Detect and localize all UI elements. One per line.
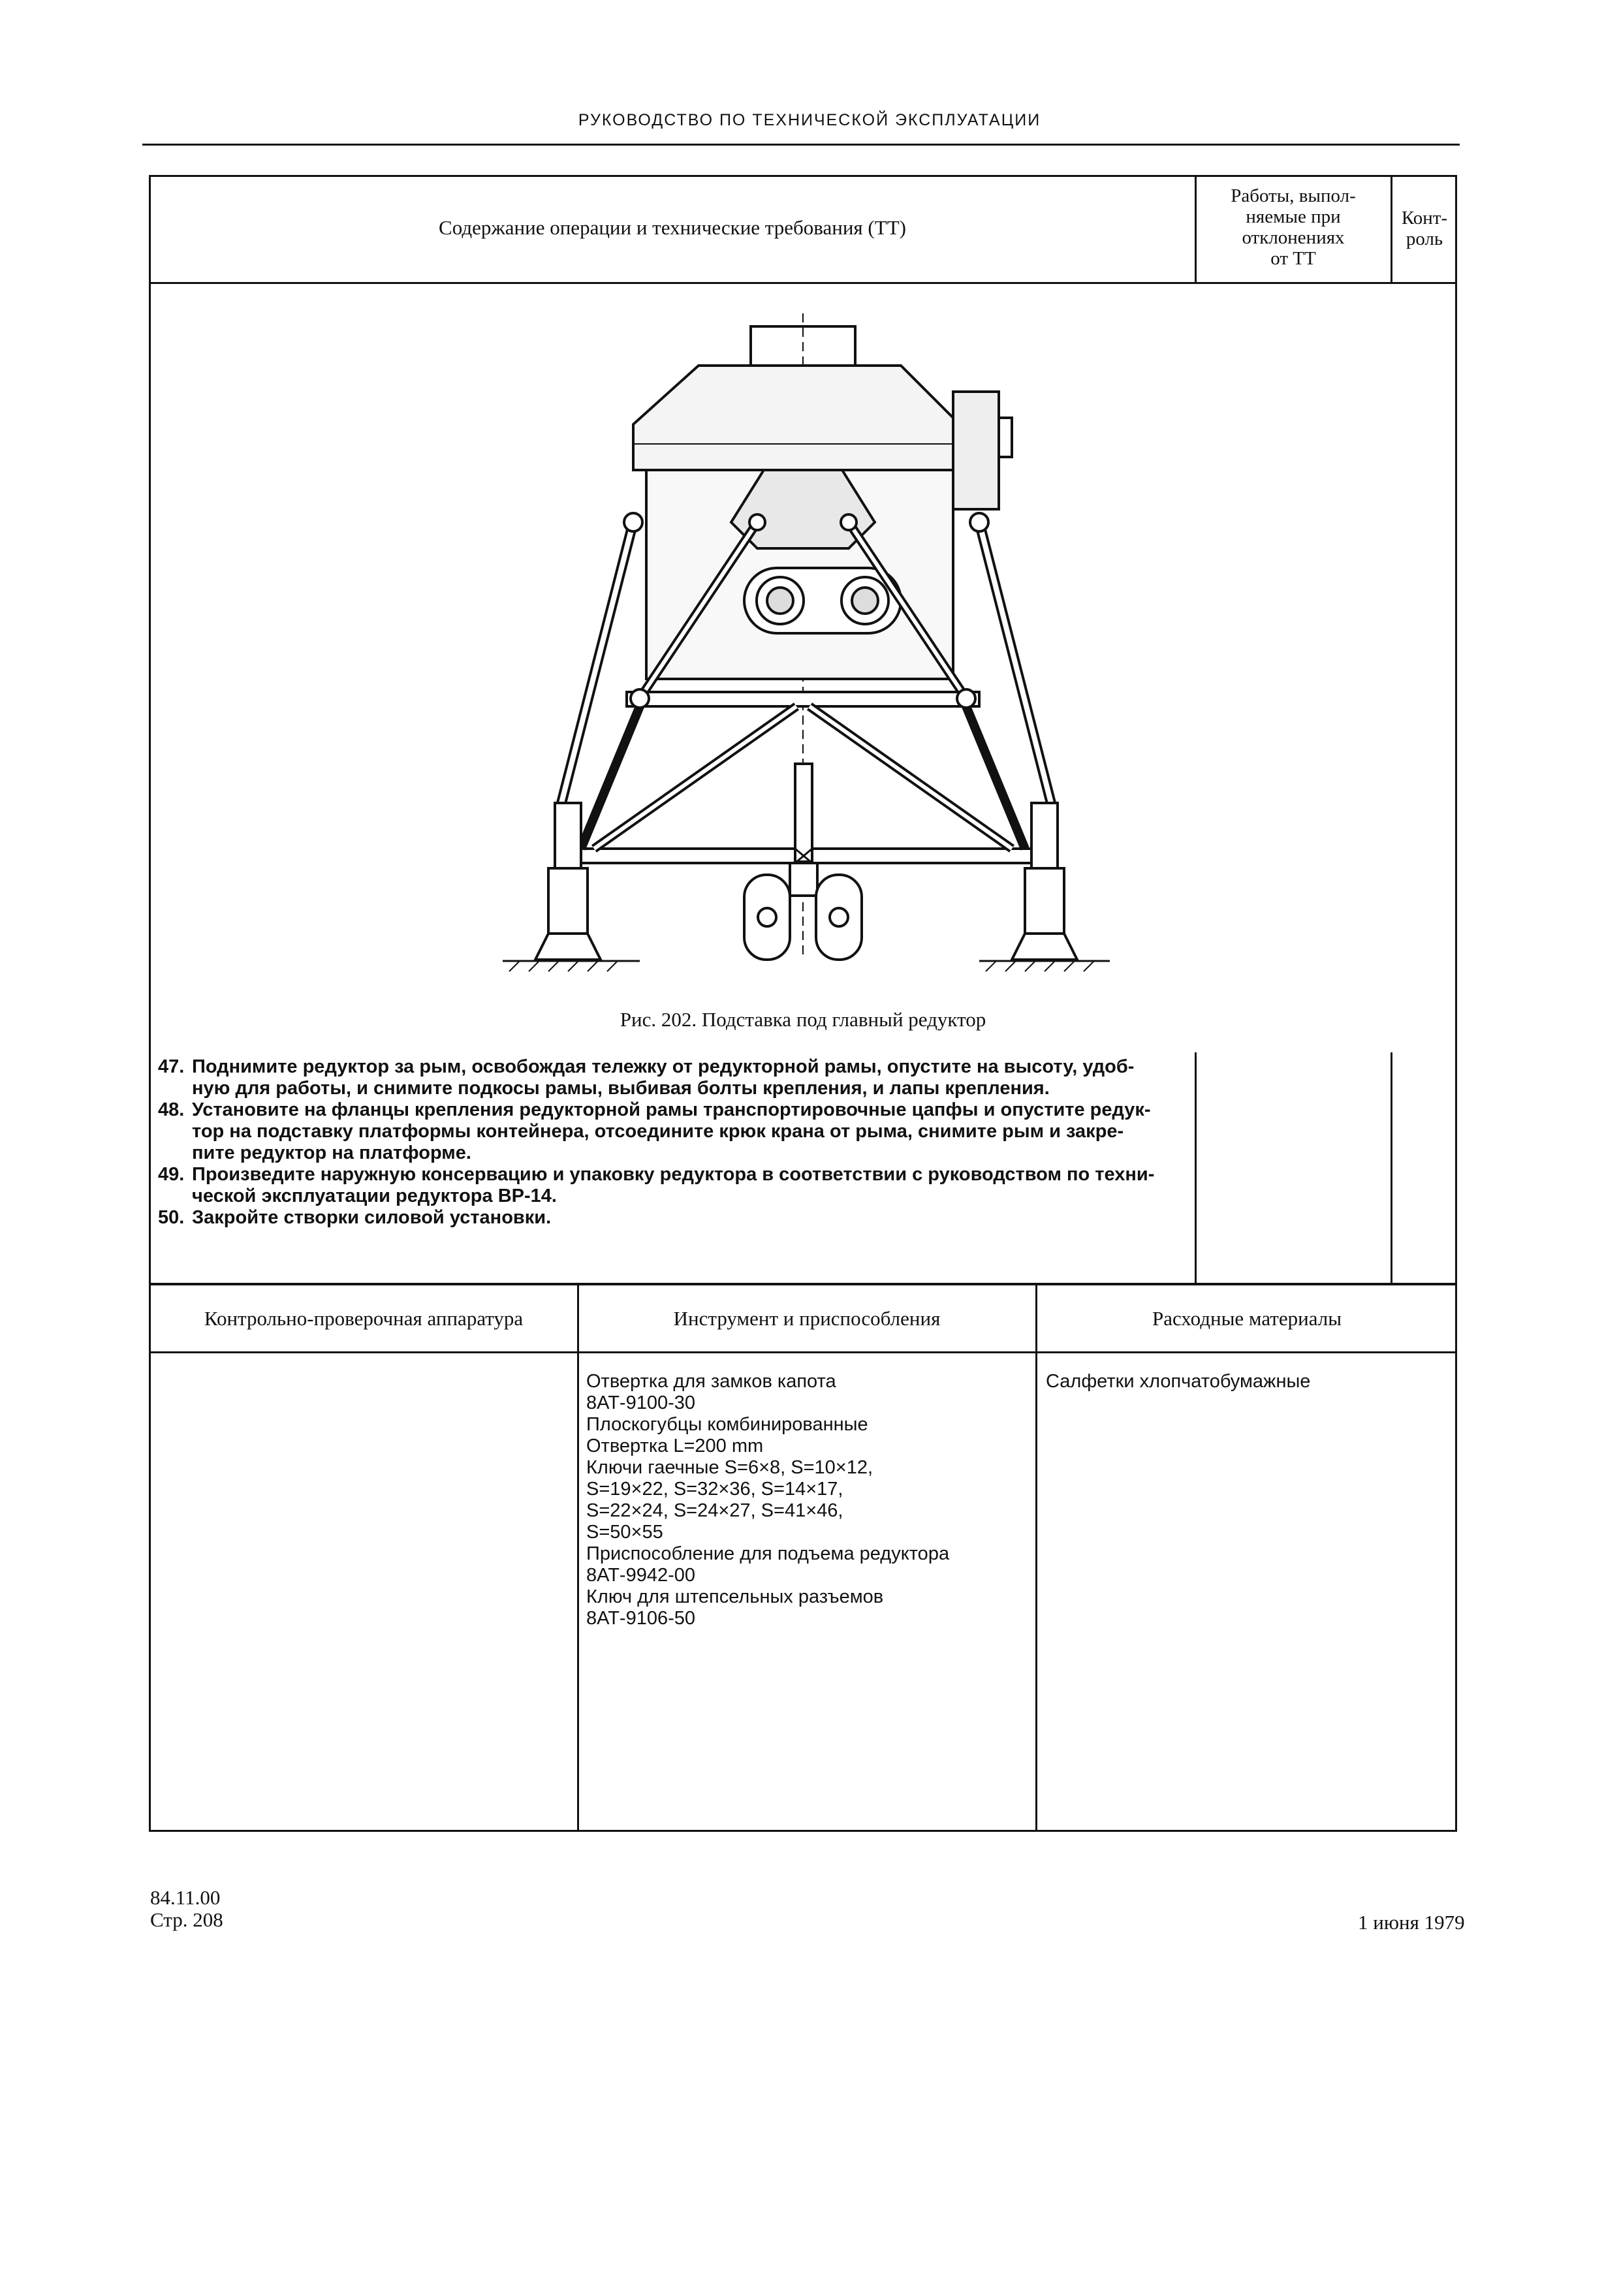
step-line: Установите на фланцы крепления редукторной рамы транспортировочные цапфы и опустите редук-: [192, 1099, 1151, 1120]
col-divider-control-lower: [1391, 1052, 1392, 1285]
materials-list: [1046, 1371, 1451, 1392]
issue-date: 1 июня 1979: [1358, 1911, 1465, 1934]
gearbox-stand-drawing: [483, 307, 1123, 986]
step-line: ческой эксплуатации редуктора ВР-14.: [192, 1186, 557, 1206]
document-code: 84.11.00: [150, 1886, 221, 1909]
header-deviation-line: от ТТ: [1270, 248, 1316, 269]
header-control-line: роль: [1406, 228, 1443, 249]
tool-item: 8АТ-9100-30: [586, 1392, 696, 1413]
operations-table-header-rule: [149, 282, 1457, 284]
step-item: [158, 1078, 1193, 1099]
tools-list: [586, 1371, 1030, 1629]
step-item: [158, 1056, 1193, 1078]
step-number: 50.: [158, 1207, 185, 1228]
header-deviation-line: Работы, выпол-: [1231, 185, 1356, 206]
step-item: [158, 1164, 1193, 1186]
step-item: [158, 1121, 1193, 1142]
equipment-header: Контрольно-проверочная аппаратура: [204, 1307, 524, 1330]
tool-item: Отвертка L=200 mm: [586, 1436, 764, 1456]
col-divider-deviation: [1195, 175, 1197, 282]
tool-item: S=50×55: [586, 1522, 663, 1543]
header-deviation-line: няемые при: [1246, 206, 1341, 227]
step-item: [158, 1186, 1193, 1207]
header-deviation-line: отклонениях: [1242, 227, 1345, 248]
tools-header: Инструмент и приспособления: [673, 1307, 941, 1330]
tool-item: S=22×24, S=24×27, S=41×46,: [586, 1500, 843, 1521]
resources-col-divider-1: [577, 1283, 579, 1832]
step-number: 47.: [158, 1056, 185, 1077]
materials-header: Расходные материалы: [1152, 1307, 1342, 1330]
step-number: 48.: [158, 1099, 185, 1120]
step-item: [158, 1142, 1193, 1164]
resources-table-header-rule: [149, 1351, 1457, 1353]
tool-item: Приспособление для подъема редуктора: [586, 1543, 950, 1564]
header-content-cell: Содержание операции и технические требования (ТТ): [439, 216, 906, 239]
material-item: Салфетки хлопчатобумажные: [1046, 1371, 1311, 1392]
step-line: тор на подставку платформы контейнера, отсоедините крюк крана от рыма, снимите рым и закре-: [192, 1121, 1124, 1142]
header-rule: [142, 144, 1460, 146]
step-line: Поднимите редуктор за рым, освобождая тележку от редукторной рамы, опустите на высоту, удоб-: [192, 1056, 1135, 1077]
header-control-cell: [1393, 208, 1456, 249]
step-line: пите редуктор на платформе.: [192, 1142, 471, 1163]
step-item: [158, 1207, 1193, 1229]
tool-item: 8АТ-9942-00: [586, 1565, 696, 1586]
step-line: Закройте створки силовой установки.: [192, 1207, 552, 1228]
col-divider-deviation-lower: [1195, 1052, 1197, 1285]
header-deviation-cell: [1199, 185, 1388, 269]
header-control-line: Конт-: [1401, 208, 1448, 228]
col-divider-control: [1391, 175, 1392, 282]
step-item: [158, 1099, 1193, 1121]
resources-col-divider-2: [1035, 1283, 1037, 1832]
tool-item: 8АТ-9106-50: [586, 1608, 696, 1629]
page-number: Стр. 208: [150, 1908, 223, 1931]
page-header: РУКОВОДСТВО ПО ТЕХНИЧЕСКОЙ ЭКСПЛУАТАЦИИ: [578, 111, 1041, 129]
figure-caption: Рис. 202. Подставка под главный редуктор: [620, 1008, 986, 1031]
step-line: ную для работы, и снимите подкосы рамы, выбивая болты крепления, и лапы крепления.: [192, 1078, 1050, 1099]
tool-item: Ключи гаечные S=6×8, S=10×12,: [586, 1457, 873, 1478]
tool-item: Плоскогубцы комбинированные: [586, 1414, 868, 1435]
tool-item: Отвертка для замков капота: [586, 1371, 836, 1392]
operation-steps: [158, 1056, 1193, 1229]
step-number: 49.: [158, 1164, 185, 1185]
tool-item: Ключ для штепсельных разъемов: [586, 1586, 884, 1607]
step-line: Произведите наружную консервацию и упаковку редуктора в соответствии с руководством по техни-: [192, 1164, 1155, 1185]
tool-item: S=19×22, S=32×36, S=14×17,: [586, 1479, 843, 1500]
